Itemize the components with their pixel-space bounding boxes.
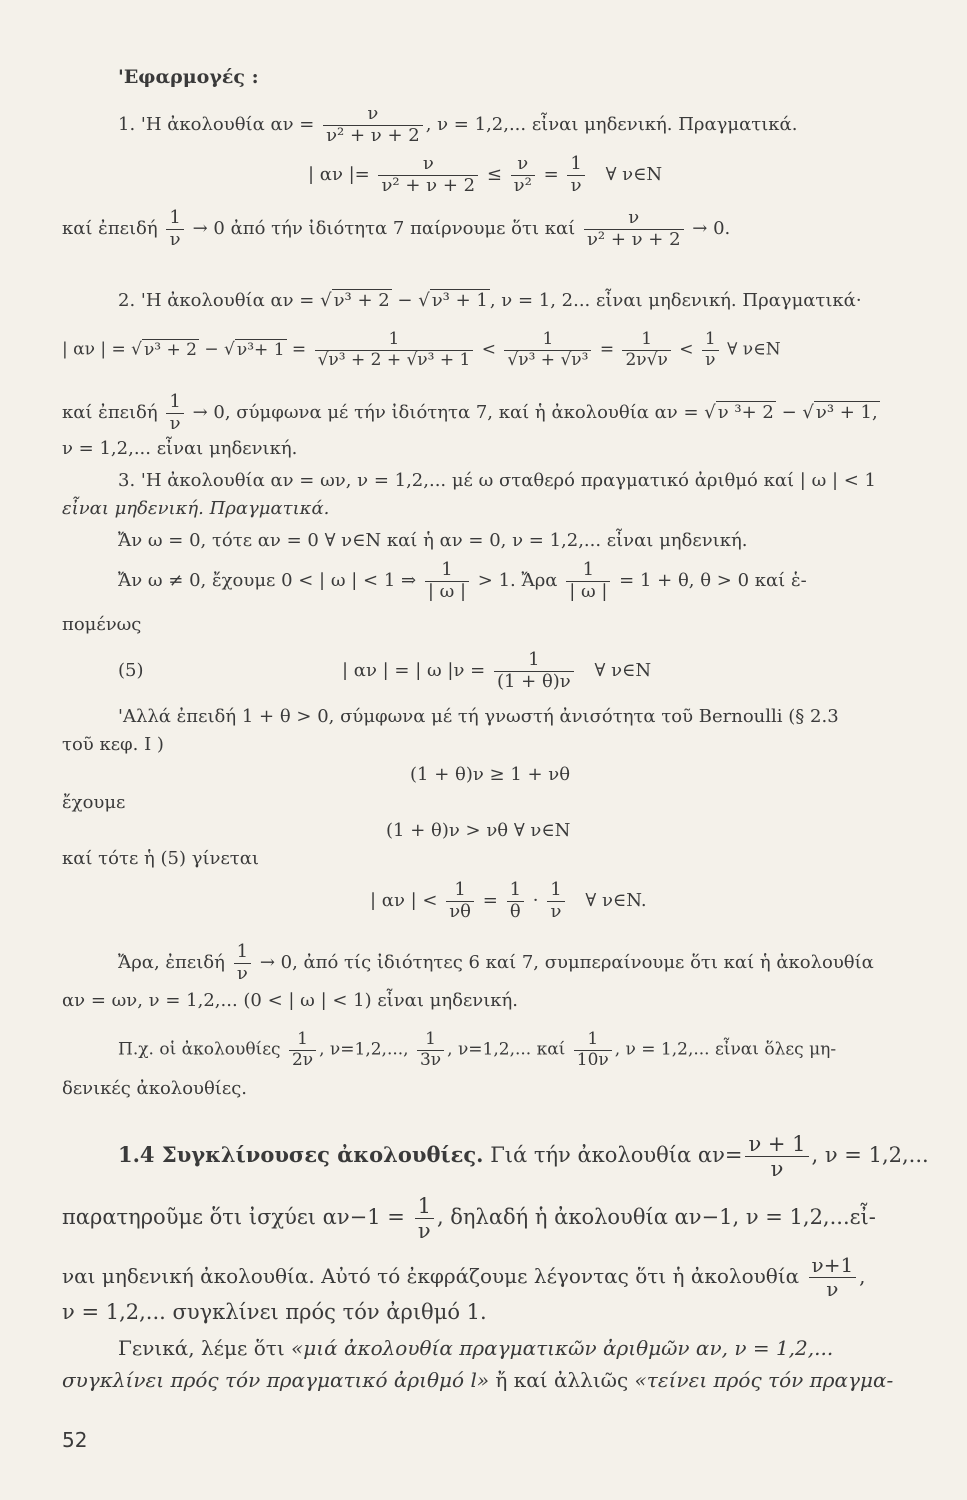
fraction	[234, 942, 251, 984]
text: , ν = 1, 2... εἶναι μηδενική. Πραγματικά·	[489, 290, 862, 311]
radicand: ν³ + 2	[333, 290, 390, 311]
numerator: 1	[507, 880, 524, 902]
ex1-line2	[308, 154, 662, 196]
denominator: | ω |	[569, 580, 608, 602]
text: Π.χ. οἱ ἀκολουθίες	[118, 1039, 281, 1060]
denominator: ν	[550, 900, 562, 922]
eq5-label: (5)	[118, 660, 144, 681]
fraction	[507, 880, 524, 922]
numerator: ν	[584, 208, 684, 230]
text: Ἄν ω ≠ 0, ἔχουμε 0 < | ω | < 1 ⇒	[118, 570, 417, 592]
text: , δηλαδή ἡ ἀκολουθία αν−1, ν = 1,2,...εἶ-	[436, 1205, 876, 1230]
radicand: ν³ + 1	[431, 290, 488, 311]
final-inequality	[370, 880, 647, 922]
denominator: ν	[770, 1157, 784, 1182]
numerator: 1	[574, 1030, 612, 1051]
text: <	[481, 339, 496, 360]
denominator: ν	[417, 1219, 431, 1244]
text: =	[482, 890, 498, 912]
fraction	[166, 208, 183, 250]
fraction	[289, 1030, 316, 1070]
section-1-4-line1	[118, 1132, 929, 1181]
text: > 1. Ἄρα	[477, 570, 558, 592]
text: − √	[199, 339, 235, 360]
text: ∀ ν∈N	[727, 339, 781, 360]
denominator: | ω |	[427, 580, 467, 602]
fraction	[547, 880, 564, 922]
text: | αν | <	[370, 890, 438, 912]
bernoulli-ineq-1: (1 + θ)ν ≥ 1 + νθ	[410, 764, 571, 785]
fraction	[415, 1194, 434, 1243]
bernoulli-ineq-2: (1 + θ)ν > νθ ∀ ν∈N	[386, 820, 571, 841]
numerator: 1	[547, 880, 564, 902]
text: , ν = 1,2,...	[811, 1143, 929, 1168]
text: ·	[532, 890, 539, 912]
ex1-line1-suffix: , ν = 1,2,... εἶναι μηδενική. Πραγματικά.	[425, 114, 798, 136]
ex1-abs: | αν |=	[308, 164, 376, 186]
text: , ν=1,2,... καί	[447, 1039, 566, 1060]
numerator: 1	[425, 560, 469, 582]
numerator: 1	[234, 942, 251, 964]
fraction	[425, 560, 469, 602]
fraction	[378, 154, 478, 196]
section-1-4-line3	[62, 1254, 866, 1301]
numerator: 1	[494, 650, 574, 672]
ex3-line10	[118, 942, 874, 984]
text: → 0, σύμφωνα μέ τήν ἰδιότητα 7, καί ἡ ἀκολουθία αν = √	[192, 402, 716, 424]
section-heading: 'Εφαρμογές :	[118, 66, 259, 88]
numerator: ν+1	[809, 1254, 857, 1278]
numerator: 1	[567, 154, 584, 176]
ex3-line7: τοῦ κεφ. I )	[62, 734, 164, 755]
numerator: 1	[417, 1030, 444, 1051]
text: καί ἐπειδή	[62, 218, 158, 240]
numerator: 1	[566, 560, 610, 582]
eq5	[342, 650, 651, 692]
section-1-4-line6	[62, 1368, 893, 1392]
fraction	[315, 330, 474, 370]
numerator: 1	[504, 330, 591, 351]
text: , ν = 1,2,... εἶναι ὅλες μη-	[614, 1039, 837, 1060]
numerator: 1	[702, 330, 719, 351]
ex2-line1	[118, 290, 862, 311]
text: <	[679, 339, 694, 360]
ex3-line12	[118, 1030, 836, 1070]
fraction	[446, 880, 474, 922]
numerator: 1	[315, 330, 474, 351]
leq-sign: ≤	[486, 164, 502, 186]
fraction	[622, 330, 670, 370]
denominator: ν	[169, 228, 181, 250]
numerator: ν	[323, 104, 423, 126]
radicand: ν³ + 2	[143, 339, 197, 360]
text: 2. 'Η ἀκολουθία αν = √	[118, 290, 332, 311]
radicand: ν³ + 1,	[815, 402, 878, 424]
text: =	[286, 339, 307, 360]
denominator: 3ν	[419, 1049, 442, 1070]
denominator: 2ν√ν	[625, 349, 668, 370]
text: , ν=1,2,...,	[319, 1039, 409, 1060]
denominator: θ	[509, 900, 521, 922]
text: → 0.	[692, 218, 731, 240]
denominator: ν²	[513, 174, 532, 196]
ex3-line1: 3. 'Η ἀκολουθία αν = ων, ν = 1,2,... μέ ω σταθερό πραγματικό ἀριθμό καί | ω | < 1	[118, 470, 877, 491]
ex3-line8: ἔχουμε	[62, 792, 126, 813]
ex2-line2	[62, 330, 781, 370]
fraction	[166, 392, 183, 434]
numerator: ν	[511, 154, 535, 176]
ex3-line2: εἶναι μηδενική. Πραγματικά.	[62, 498, 330, 519]
text: − √	[775, 402, 814, 424]
text: ναι μηδενική ἀκολουθία. Αὐτό τό ἐκφράζουμε λέγοντας ὅτι ἡ ἀκολουθία	[62, 1264, 800, 1288]
text: =	[599, 339, 615, 360]
section-1-4-line2	[62, 1194, 876, 1243]
text: Γιά τήν ἀκολουθία αν=	[490, 1143, 743, 1168]
ex3-line3: Ἄν ω = 0, τότε αν = 0 ∀ ν∈N καί ἡ αν = 0, ν = 1,2,... εἶναι μηδενική.	[118, 530, 748, 551]
fraction	[745, 1132, 808, 1181]
ex3-line11: αν = ων, ν = 1,2,... (0 < | ω | < 1) εἶναι μηδενική.	[62, 990, 519, 1011]
section-1-4-line5	[118, 1336, 833, 1360]
ex1-line1-prefix: 1. 'Η ἀκολουθία αν =	[118, 114, 321, 136]
text: → 0 ἀπό τήν ἰδιότητα 7 παίρνουμε ὅτι καί	[192, 218, 576, 240]
section-title: 1.4 Συγκλίνουσες ἀκολουθίες.	[118, 1142, 484, 1168]
text: Ἄρα, ἐπειδή	[118, 952, 225, 974]
fraction	[323, 104, 423, 146]
forall-clause: ∀ ν∈N	[605, 164, 663, 186]
denominator: ν² + ν + 2	[381, 174, 476, 196]
ex2-line4: ν = 1,2,... εἶναι μηδενική.	[62, 438, 298, 459]
text: ∀ ν∈N	[594, 660, 652, 682]
denominator: (1 + θ)ν	[496, 670, 571, 692]
fraction	[494, 650, 574, 692]
ex3-line6: 'Αλλά ἐπειδή 1 + θ > 0, σύμφωνα μέ τή γνωστή ἀνισότητα τοῦ Bernoulli (§ 2.3	[118, 706, 839, 727]
denominator: √ν³ + √ν³	[507, 349, 589, 370]
denominator: ν	[570, 174, 582, 196]
italic-text: «μιά ἀκολουθία πραγματικῶν ἀριθμῶν αν, ν = 1,2,...	[291, 1336, 834, 1360]
fraction	[584, 208, 684, 250]
fraction	[809, 1254, 857, 1301]
fraction	[567, 154, 584, 196]
ex3-line13: δενικές ἀκολουθίες.	[62, 1078, 247, 1099]
text: → 0, ἀπό τίς ἰδιότητες 6 καί 7, συμπεραίνουμε ὅτι καί ἡ ἀκολουθία	[259, 952, 874, 974]
fraction	[417, 1030, 444, 1070]
fraction	[511, 154, 535, 196]
text: | αν | = √	[62, 339, 142, 360]
numerator: 1	[289, 1030, 316, 1051]
denominator: ν	[169, 412, 181, 434]
italic-text: συγκλίνει πρός τόν πραγματικό ἀριθμό l»	[62, 1368, 490, 1392]
numerator: 1	[166, 208, 183, 230]
denominator: 10ν	[576, 1049, 609, 1070]
numerator: 1	[415, 1194, 434, 1219]
numerator: 1	[446, 880, 474, 902]
text: ∀ ν∈N.	[585, 890, 647, 912]
text: παρατηροῦμε ὅτι ἰσχύει αν−1 =	[62, 1205, 405, 1230]
numerator: ν + 1	[745, 1132, 808, 1157]
numerator: ν	[378, 154, 478, 176]
fraction	[504, 330, 591, 370]
text: Γενικά, λέμε ὅτι	[118, 1336, 285, 1360]
denominator: √ν³ + 2 + √ν³ + 1	[317, 349, 471, 370]
denominator: ν	[705, 349, 716, 370]
radicand: ν ³+ 2	[717, 402, 774, 424]
ex3-line9: καί τότε ἡ (5) γίνεται	[62, 848, 259, 869]
fraction	[566, 560, 610, 602]
denominator: ν	[236, 962, 248, 984]
denominator: ν	[826, 1277, 839, 1301]
text: = 1 + θ, θ > 0 καί ἑ-	[619, 570, 807, 592]
radicand: ν³+ 1	[236, 339, 285, 360]
ex2-line3	[62, 392, 880, 434]
text: ἤ καί ἀλλιῶς	[489, 1368, 635, 1392]
text: καί ἐπειδή	[62, 402, 158, 424]
text: − √	[391, 290, 430, 311]
denominator: 2ν	[291, 1049, 314, 1070]
ex3-line4	[118, 560, 807, 602]
equals-sign: =	[543, 164, 559, 186]
ex1-line1	[118, 104, 797, 146]
fraction	[702, 330, 719, 370]
page-number: 52	[62, 1428, 88, 1452]
section-1-4-line4: ν = 1,2,... συγκλίνει πρός τόν ἀριθμό 1.	[62, 1300, 487, 1324]
numerator: 1	[622, 330, 670, 351]
denominator: ν² + ν + 2	[326, 124, 420, 146]
numerator: 1	[166, 392, 183, 414]
text: | αν | = | ω |ν =	[342, 660, 486, 682]
italic-text: «τείνει πρός τόν πραγμα-	[634, 1368, 894, 1392]
denominator: νθ	[449, 900, 471, 922]
text: ,	[859, 1264, 866, 1288]
ex3-line5: πομένως	[62, 614, 142, 635]
ex1-line3	[62, 208, 730, 250]
fraction	[574, 1030, 612, 1070]
denominator: ν² + ν + 2	[586, 228, 681, 250]
